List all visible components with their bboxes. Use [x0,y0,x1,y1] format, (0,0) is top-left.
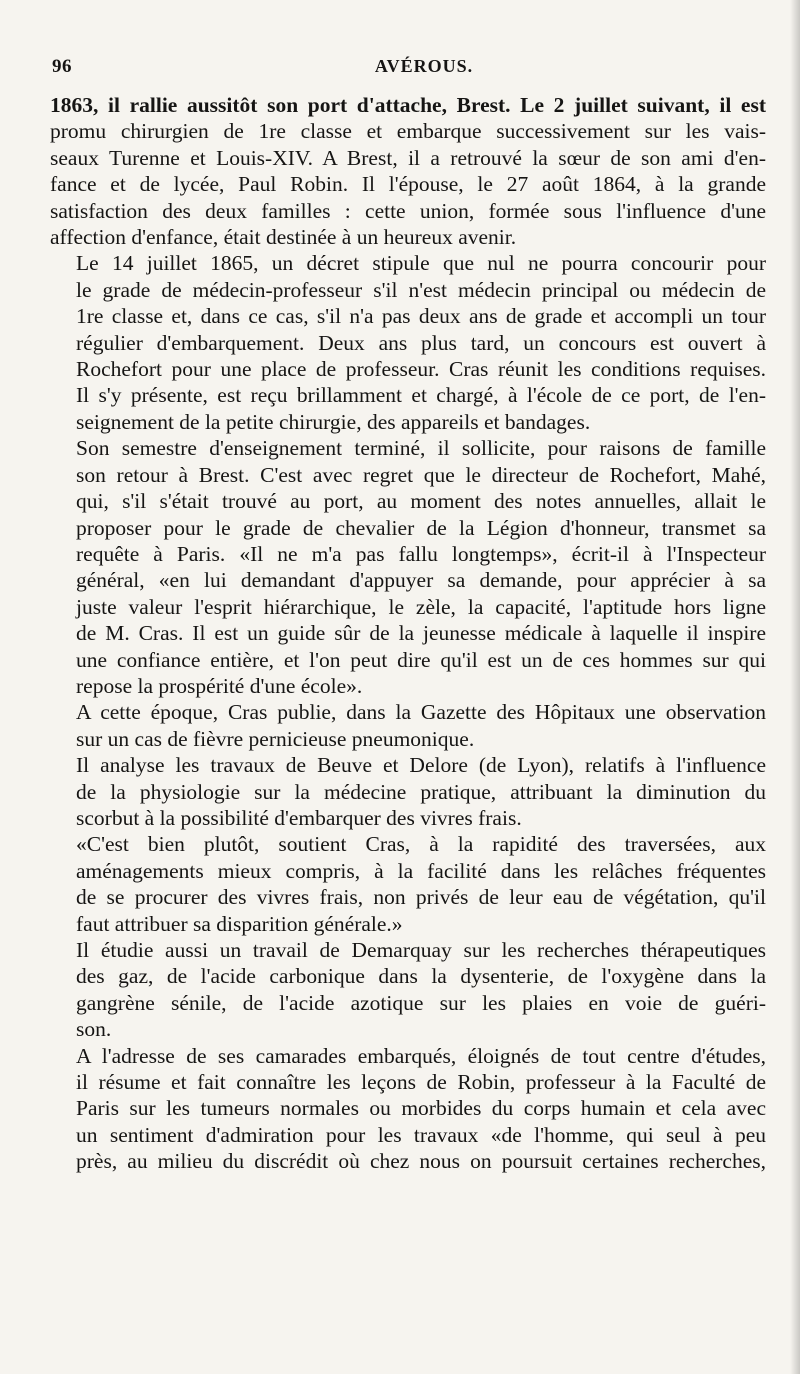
paragraph-3 [50,435,766,699]
running-title: AVÉROUS. [374,56,474,76]
text-line: général, «en lui demandant d'appuyer sa demande, pour apprécier à sa [76,568,766,593]
text-line: près, au milieu du discrédit où chez nous on poursuit certaines recherches, [76,1149,766,1174]
text-line: aménagements mieux compris, à la facilité dans les relâches fréquentes [76,858,766,883]
paragraph-5 [50,752,766,831]
running-header [50,52,768,82]
text-line: un sentiment d'admiration pour les travaux «de l'homme, qui seul à peu [76,1122,766,1147]
text-line: régulier d'embarquement. Deux ans plus tard, un concours est ouvert à [76,330,766,355]
text-line: sur un cas de fièvre pernicieuse pneumonique. [76,726,475,751]
text-line: Il analyse les travaux de Beuve et Delore (de Lyon), relatifs à l'influence [76,753,766,778]
text-line: repose la prospérité d'une école». [76,673,363,698]
text-line: son. [76,1017,112,1042]
text-line: affection d'enfance, était destinée à un heureux avenir. [50,225,517,250]
text-line: requête à Paris. «Il ne m'a pas fallu longtemps», écrit-il à l'Inspecteur [76,541,766,566]
text-line: Il s'y présente, est reçu brillamment et chargé, à l'école de ce port, de l'en- [76,383,766,408]
text-line: seaux Turenne et Louis-XIV. A Brest, il a retrouvé la sœur de son ami d'en- [50,145,766,170]
text-line: il résume et fait connaître les leçons de Robin, professeur à la Faculté de [76,1070,766,1095]
text-line: qui, s'il s'était trouvé au port, au moment des notes annuelles, allait le [76,489,766,514]
text-line: satisfaction des deux familles : cette union, formée sous l'influence d'une [50,198,766,223]
text-line: scorbut à la possibilité d'embarquer des vivres frais. [76,805,522,830]
paragraph-7 [50,937,766,1043]
text-line: 1re classe et, dans ce cas, s'il n'a pas deux ans de grade et accompli un tour [76,304,766,329]
text-line: de M. Cras. Il est un guide sûr de la jeunesse médicale à laquelle il inspire [76,621,766,646]
body-text [50,92,766,1175]
text-line: son retour à Brest. C'est avec regret que le directeur de Rochefort, Mahé, [76,462,766,487]
text-line: faut attribuer sa disparition générale.» [76,911,403,936]
text-line: seignement de la petite chirurgie, des appareils et bandages. [76,409,591,434]
text-line: gangrène sénile, de l'acide azotique sur les plaies en voie de guéri- [76,990,766,1015]
text-line: 1863, il rallie aussitôt son port d'attache, Brest. Le 2 juillet suivant, il est [50,93,766,117]
paragraph-8 [50,1043,766,1175]
text-line: fance et de lycée, Paul Robin. Il l'épouse, le 27 août 1864, à la grande [50,172,766,197]
text-line: A cette époque, Cras publie, dans la Gazette des Hôpitaux une observation [76,700,766,725]
text-line: Paris sur les tumeurs normales ou morbides du corps humain et cela avec [76,1096,766,1121]
text-line: Il étudie aussi un travail de Demarquay sur les recherches thérapeutiques [76,938,766,962]
text-line: de se procurer des vivres frais, non privés de leur eau de végétation, qu'il [76,885,766,910]
text-line: Son semestre d'enseignement terminé, il sollicite, pour raisons de famille [76,436,766,461]
text-line: des gaz, de l'acide carbonique dans la dysenterie, de l'oxygène dans la [76,964,766,989]
page-number: 96 [52,56,72,77]
text-line: A l'adresse de ses camarades embarqués, éloignés de tout centre d'études, [76,1043,766,1068]
text-line: promu chirurgien de 1re classe et embarque successivement sur les vais- [50,119,766,144]
text-line: «C'est bien plutôt, soutient Cras, à la rapidité des traversées, aux [76,832,766,857]
paragraph-6 [50,831,766,937]
paragraph-1 [50,92,766,250]
text-line: Le 14 juillet 1865, un décret stipule que nul ne pourra concourir pour [76,251,766,276]
text-line: proposer pour le grade de chevalier de la Légion d'honneur, transmet sa [76,515,766,540]
text-line: le grade de médecin-professeur s'il n'est médecin principal ou médecin de [76,277,766,302]
paragraph-2 [50,250,766,435]
text-line: Rochefort pour une place de professeur. Cras réunit les conditions requises. [76,357,766,382]
page-edge-shadow [790,0,800,1374]
text-line: juste valeur l'esprit hiérarchique, le zèle, la capacité, l'aptitude hors ligne [76,594,766,619]
text-line: de la physiologie sur la médecine pratique, attribuant la diminution du [76,779,766,804]
paragraph-4 [50,699,766,752]
text-line: une confiance entière, et l'on peut dire qu'il est un de ces hommes sur qui [76,647,766,672]
